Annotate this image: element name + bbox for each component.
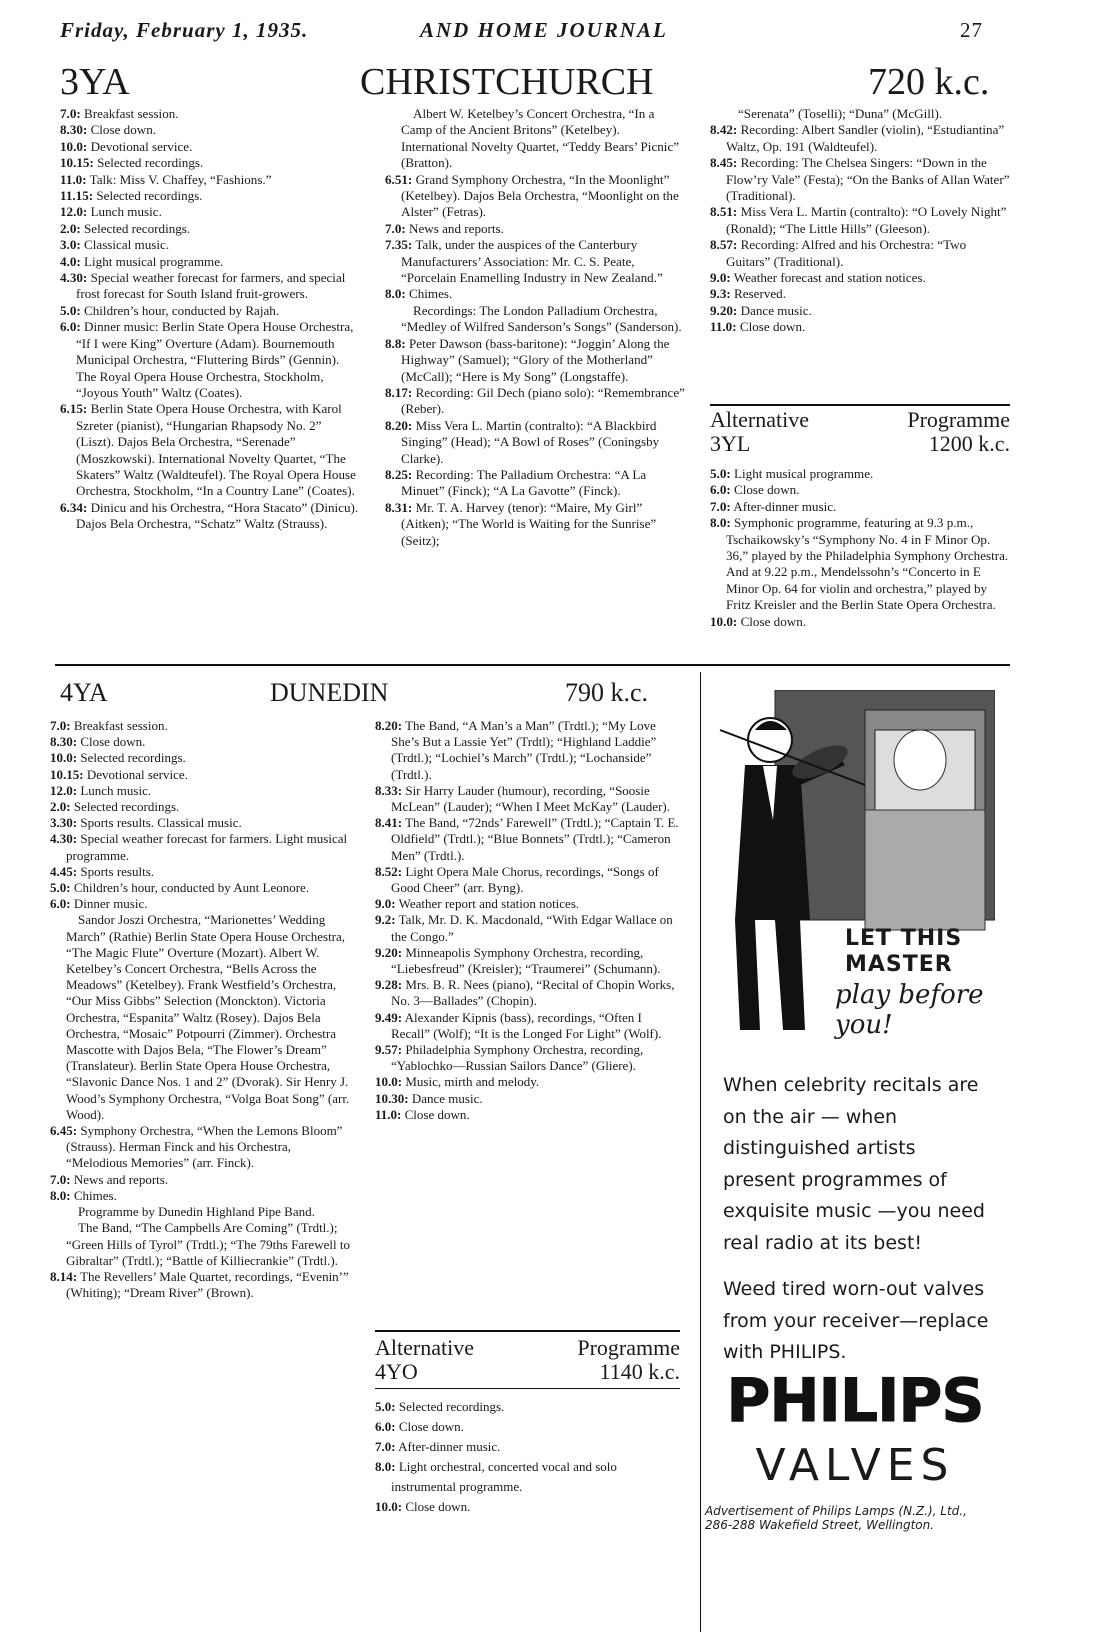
entry-text: Music, mirth and melody. bbox=[405, 1074, 540, 1090]
entry-text: Breakfast session. bbox=[84, 106, 179, 121]
entry-text: Albert W. Ketelbey’s Concert Orchestra, “In a Camp of the Ancient Britons” (Ketelbey). International Novelty Quartet, “Teddy Bears’ Picnic” (Bratton). bbox=[401, 106, 680, 171]
entry-time: 3.0: bbox=[60, 237, 81, 253]
entry-text: Light musical programme. bbox=[734, 466, 874, 481]
schedule-entry bbox=[710, 466, 1010, 482]
entry-time: 4.30: bbox=[50, 831, 78, 847]
entry-time: 8.0: bbox=[375, 1459, 396, 1474]
schedule-entry bbox=[50, 718, 350, 734]
entry-text: Selected recordings. bbox=[398, 1399, 505, 1414]
entry-time: 11.15: bbox=[60, 188, 94, 204]
entry-time: 10.0: bbox=[60, 138, 88, 154]
station-3ya-frequency: 720 k.c. bbox=[868, 61, 990, 103]
entry-text: Talk: Miss V. Chaffey, “Fashions.” bbox=[89, 171, 272, 187]
schedule-entry bbox=[50, 896, 350, 912]
schedule-entry bbox=[375, 815, 680, 864]
alt-programme: Programme bbox=[577, 1335, 680, 1360]
ad-product: VALVES bbox=[755, 1440, 955, 1491]
entry-time: 8.45: bbox=[710, 155, 738, 171]
schedule-entry bbox=[50, 1220, 350, 1269]
schedule-entry bbox=[60, 155, 360, 171]
entry-text: Sports results. bbox=[80, 863, 155, 879]
entry-time: 8.41: bbox=[375, 815, 403, 831]
entry-text: Recording: Albert Sandler (violin), “Estudiantina” Waltz, Op. 191 (Waldteufel). bbox=[726, 122, 1005, 154]
schedule-entry bbox=[385, 286, 685, 302]
ad-slogan-2: MASTER bbox=[845, 952, 953, 977]
entry-time: 4.45: bbox=[50, 863, 78, 879]
entry-time: 8.33: bbox=[375, 782, 403, 798]
ad-slogan-3: play before you! bbox=[835, 980, 984, 1040]
station-4ya-column-2 bbox=[375, 718, 680, 1123]
entry-time: 11.0: bbox=[375, 1106, 402, 1122]
alt-programme-3yl-heading bbox=[710, 408, 1010, 456]
entry-time: 8.20: bbox=[385, 417, 413, 433]
entry-time: 8.17: bbox=[385, 384, 413, 400]
entry-time: 10.0: bbox=[375, 1074, 403, 1090]
entry-time: 5.0: bbox=[375, 1399, 396, 1414]
schedule-entry bbox=[375, 1042, 680, 1074]
schedule-entry bbox=[50, 1172, 350, 1188]
entry-time: 8.30: bbox=[60, 122, 88, 138]
violinist-illustration bbox=[715, 690, 995, 1030]
entry-time: 9.20: bbox=[375, 944, 403, 960]
schedule-entry bbox=[710, 499, 1010, 515]
station-4ya-call: 4YA bbox=[60, 678, 108, 707]
station-3ya-column-2 bbox=[385, 106, 685, 549]
philips-logo: PHILIPS bbox=[726, 1366, 984, 1436]
divider bbox=[710, 404, 1010, 406]
entry-text: Talk, Mr. D. K. Macdonald, “With Edgar Wallace on the Congo.” bbox=[391, 912, 673, 944]
entry-text: Minneapolis Symphony Orchestra, recording, “Liebesfreud” (Kreisler); “Traumerei” (Schumann). bbox=[391, 944, 661, 977]
station-3ya-city: CHRISTCHURCH bbox=[360, 61, 654, 103]
schedule-entry bbox=[375, 896, 680, 912]
schedule-entry bbox=[710, 155, 1010, 204]
entry-text: Recordings: The London Palladium Orchestra, “Medley of Wilfred Sanderson’s Songs” (Sanderson). bbox=[401, 302, 682, 335]
entry-text: News and reports. bbox=[73, 1171, 169, 1187]
entry-text: The Band, “The Campbells Are Coming” (Trdtl.); “Green Hills of Tyrol” (Trdtl.); “The 79ths Farewell to Gibraltar” (Trdtl.); “Battle of Killiecrankie” (Trdtl.). bbox=[66, 1220, 350, 1268]
entry-text: Close down. bbox=[398, 1419, 464, 1434]
entry-text: Devotional service. bbox=[86, 766, 188, 782]
entry-time: 6.45: bbox=[50, 1123, 78, 1139]
schedule-entry bbox=[50, 864, 350, 880]
divider bbox=[375, 1388, 680, 1389]
schedule-entry bbox=[385, 336, 685, 385]
entry-time: 7.0: bbox=[60, 106, 81, 121]
schedule-entry bbox=[375, 718, 680, 783]
schedule-entry bbox=[710, 515, 1010, 613]
entry-text: Close down. bbox=[90, 122, 157, 138]
entry-time: 8.20: bbox=[375, 718, 403, 733]
schedule-entry bbox=[60, 122, 360, 138]
schedule-entry bbox=[710, 482, 1010, 498]
schedule-entry bbox=[375, 1107, 680, 1123]
philips-advertisement bbox=[705, 680, 1005, 1635]
entry-text: Dance music. bbox=[740, 302, 812, 318]
schedule-entry bbox=[60, 221, 360, 237]
schedule-entry bbox=[375, 783, 680, 815]
entry-time: 8.42: bbox=[710, 122, 738, 138]
schedule-entry bbox=[710, 106, 1010, 122]
schedule-entry bbox=[710, 303, 1010, 319]
entry-time: 10.15: bbox=[60, 155, 94, 171]
entry-text: Close down. bbox=[739, 319, 806, 335]
entry-text: Talk, under the auspices of the Canterbury Manufacturers’ Association: Mr. C. S. Peate, “Porcelain Enamelling Industry in New Zealand.” bbox=[401, 237, 663, 286]
entry-text: Weather report and station notices. bbox=[398, 896, 580, 912]
schedule-entry bbox=[710, 319, 1010, 335]
ad-body-1: When celebrity recitals are on the air — when distinguished artists present programmes of exquisite music —you need real radio at its best! bbox=[723, 1074, 985, 1254]
entry-text: Berlin State Opera House Orchestra, with Karol Szreter (pianist), “Hungarian Rhapsody No. 2” (Liszt). Dajos Bela Orchestra, “Serenade” (Moszkowski). International Novelty Quartet, “The Skaters” Waltz (Waldteufel). The Royal Opera House Orchestra, Stockholm, “In a Country Lane” (Coates). bbox=[76, 401, 356, 499]
entry-time: 10.30: bbox=[375, 1090, 409, 1106]
entry-time: 12.0: bbox=[60, 204, 88, 220]
entry-time: 10.0: bbox=[710, 613, 738, 629]
entry-time: 6.51: bbox=[385, 171, 413, 187]
entry-time: 6.0: bbox=[375, 1419, 396, 1434]
schedule-entry bbox=[385, 500, 685, 549]
entry-time: 9.49: bbox=[375, 1009, 403, 1025]
entry-text: Weather forecast and station notices. bbox=[733, 270, 926, 286]
schedule-entry bbox=[50, 1188, 350, 1204]
entry-time: 6.34: bbox=[60, 499, 88, 515]
entry-text: Mr. T. A. Harvey (tenor): “Maire, My Girl” (Aitken); “The World is Waiting for the Sunrise” (Seitz); bbox=[401, 499, 657, 548]
schedule-entry bbox=[50, 1269, 350, 1301]
schedule-entry bbox=[60, 401, 360, 499]
divider bbox=[375, 1330, 680, 1332]
alt-programme-4yo-list bbox=[375, 1397, 680, 1517]
entry-text: Peter Dawson (bass-baritone): “Joggin’ Along the Highway” (Samuel); “Glory of the Motherland” (McCall); “Here is My Song” (Longstaffe). bbox=[401, 335, 670, 384]
entry-text: Recording: Gil Dech (piano solo): “Remembrance” (Reber). bbox=[401, 384, 685, 417]
schedule-entry bbox=[710, 122, 1010, 155]
entry-time: 8.8: bbox=[385, 335, 406, 351]
ad-credit: Advertisement of Philips Lamps (N.Z.), Ltd., 286-288 Wakefield Street, Wellington. bbox=[705, 1504, 967, 1532]
entry-text: “Serenata” (Toselli); “Duna” (McGill). bbox=[738, 106, 943, 121]
alt-call: 4YO bbox=[375, 1359, 418, 1384]
entry-time: 9.20: bbox=[710, 302, 738, 318]
entry-text: Light Opera Male Chorus, recordings, “Songs of Good Cheer” (arr. Byng). bbox=[391, 863, 659, 896]
entry-text: Devotional service. bbox=[90, 138, 193, 154]
entry-text: After-dinner music. bbox=[733, 498, 837, 514]
entry-time: 7.35: bbox=[385, 237, 413, 253]
schedule-entry bbox=[60, 106, 360, 122]
schedule-entry bbox=[60, 237, 360, 253]
entry-time: 4.0: bbox=[60, 253, 81, 269]
entry-time: 5.0: bbox=[50, 880, 71, 896]
entry-time: 10.0: bbox=[375, 1499, 403, 1514]
entry-time: 7.0: bbox=[385, 220, 406, 236]
entry-text: Symphony Orchestra, “When the Lemons Bloom” (Strauss). Herman Finck and his Orchestra, “Melodious Memories” (arr. Finck). bbox=[66, 1123, 343, 1171]
entry-text: Close down. bbox=[80, 734, 146, 750]
section-divider bbox=[55, 664, 1010, 666]
entry-time: 10.0: bbox=[50, 750, 78, 766]
entry-time: 7.0: bbox=[50, 718, 71, 733]
schedule-entry bbox=[385, 303, 685, 336]
entry-text: Light orchestral, concerted vocal and solo instrumental programme. bbox=[391, 1459, 617, 1494]
alt-title: Alternative bbox=[710, 407, 809, 432]
entry-time: 4.30: bbox=[60, 270, 88, 286]
entry-time: 8.30: bbox=[50, 734, 78, 750]
entry-text: Miss Vera L. Martin (contralto): “O Lovely Night” (Ronald); “The Little Hills” (Gleeson). bbox=[726, 204, 1007, 236]
schedule-entry bbox=[60, 270, 360, 303]
entry-text: Special weather forecast for farmers, and special frost forecast for South Island fruit-growers. bbox=[76, 270, 346, 302]
station-3ya-call: 3YA bbox=[60, 61, 130, 103]
header-page-number: 27 bbox=[960, 18, 983, 42]
entry-time: 8.31: bbox=[385, 499, 413, 515]
entry-time: 9.2: bbox=[375, 912, 396, 928]
alt-call: 3YL bbox=[710, 431, 751, 456]
schedule-entry bbox=[385, 385, 685, 418]
schedule-entry bbox=[60, 188, 360, 204]
entry-time: 12.0: bbox=[50, 782, 78, 798]
entry-time: 6.0: bbox=[50, 896, 71, 912]
entry-time: 8.0: bbox=[385, 286, 406, 302]
alt-programme-4yo-heading bbox=[375, 1336, 680, 1384]
entry-text: Lunch music. bbox=[80, 782, 152, 798]
entry-text: Symphonic programme, featuring at 9.3 p.m., Tschaikowsky’s “Symphony No. 4 in F Minor Op. 36,” played by the Philadelphia Symphony Orchestra. And at 9.22 p.m., Mendelssohn’s “Concerto in E Minor Op. 64 for violin and orchestra,” played by Fritz Kreisler and the Berlin State Opera Orchestra. bbox=[726, 515, 1009, 613]
entry-text: Recording: The Palladium Orchestra: “A La Minuet” (Finck); “A La Gavotte” (Finck). bbox=[401, 466, 647, 499]
entry-text: Breakfast session. bbox=[73, 718, 168, 733]
schedule-entry bbox=[710, 270, 1010, 286]
entry-text: Grand Symphony Orchestra, “In the Moonlight” (Ketelbey). Dajos Bela Orchestra, “Moonlight on the Alster” (Fetras). bbox=[401, 171, 679, 220]
schedule-entry bbox=[50, 1123, 350, 1172]
entry-text: Close down. bbox=[740, 613, 807, 629]
entry-text: Sir Harry Lauder (humour), recording, “Soosie McLean” (Lauder); “When I Meet McKay” (Lauder). bbox=[391, 782, 670, 815]
entry-time: 2.0: bbox=[60, 220, 81, 236]
schedule-entry bbox=[385, 418, 685, 467]
entry-time: 11.0: bbox=[60, 171, 87, 187]
schedule-entry bbox=[375, 1074, 680, 1090]
schedule-entry bbox=[385, 221, 685, 237]
entry-text: News and reports. bbox=[409, 220, 504, 236]
entry-time: 8.51: bbox=[710, 204, 738, 220]
entry-time: 5.0: bbox=[710, 466, 731, 481]
entry-text: Selected recordings. bbox=[80, 750, 186, 766]
entry-text: Miss Vera L. Martin (contralto): “A Blackbird Singing” (Head); “A Bowl of Roses” (Coningsby Clarke). bbox=[401, 417, 660, 466]
entry-time: 6.15: bbox=[60, 401, 88, 417]
entry-text: Mrs. B. R. Nees (piano), “Recital of Chopin Works, No. 3—Ballades” (Chopin). bbox=[391, 977, 675, 1009]
schedule-entry bbox=[710, 237, 1010, 270]
schedule-entry bbox=[60, 319, 360, 401]
schedule-entry bbox=[710, 204, 1010, 237]
entry-text: Dance music. bbox=[411, 1090, 483, 1106]
station-4ya-frequency: 790 k.c. bbox=[565, 678, 649, 707]
entry-text: Dinicu and his Orchestra, “Hora Stacato” (Dinicu). Dajos Bela Orchestra, “Schatz” Waltz (Strauss). bbox=[76, 499, 359, 532]
station-3ya-column-3 bbox=[710, 106, 1010, 336]
schedule-entry bbox=[385, 237, 685, 286]
schedule-entry bbox=[60, 303, 360, 319]
entry-time: 9.0: bbox=[710, 270, 731, 286]
entry-text: Reserved. bbox=[734, 286, 787, 302]
schedule-entry bbox=[385, 106, 685, 172]
schedule-entry bbox=[50, 734, 350, 750]
entry-time: 8.57: bbox=[710, 237, 738, 253]
entry-time: 3.30: bbox=[50, 815, 78, 831]
entry-time: 8.25: bbox=[385, 466, 413, 482]
entry-text: Selected recordings. bbox=[84, 220, 191, 236]
alt-title: Alternative bbox=[375, 1335, 474, 1360]
entry-text: Chimes. bbox=[409, 286, 453, 302]
entry-time: 9.0: bbox=[375, 896, 396, 912]
entry-text: Dinner music: Berlin State Opera House Orchestra, “If I were King” Overture (Adam). Bournemouth Municipal Orchestra, “Fluttering Birds” (Gennin). The Royal Opera House Orchestra, Stockholm, “Joyous Youth” Waltz (Coates). bbox=[76, 319, 354, 400]
entry-text: Children’s hour, conducted by Aunt Leonore. bbox=[73, 880, 310, 896]
entry-time: 8.0: bbox=[50, 1187, 71, 1203]
schedule-entry bbox=[50, 767, 350, 783]
ad-body-2: Weed tired worn-out valves from your receiver—replace with PHILIPS. bbox=[723, 1278, 989, 1363]
ad-slogan-1: LET THIS bbox=[845, 926, 963, 951]
entry-time: 8.0: bbox=[710, 515, 731, 531]
schedule-entry bbox=[50, 880, 350, 896]
header-date: Friday, February 1, 1935. bbox=[60, 18, 309, 42]
entry-text: Selected recordings. bbox=[96, 188, 203, 204]
schedule-entry bbox=[60, 500, 360, 533]
entry-text: Lunch music. bbox=[90, 204, 162, 220]
entry-text: The Revellers’ Male Quartet, recordings, “Evenin’” (Whiting); “Dream River” (Brown). bbox=[66, 1268, 349, 1301]
schedule-entry bbox=[50, 912, 350, 1123]
header-journal: AND HOME JOURNAL bbox=[420, 18, 668, 42]
entry-text: Recording: The Chelsea Singers: “Down in the Flow’ry Vale” (Festa); “On the Banks of Allan Water” (Traditional). bbox=[726, 155, 1010, 204]
entry-text: The Band, “72nds’ Farewell” (Trdtl.); “Captain T. E. Oldfield” (Trdtl.); “Blue Bonnets” (Trdtl.); “Cameron Men” (Trdtl.). bbox=[391, 815, 679, 863]
entry-text: Recording: Alfred and his Orchestra: “Two Guitars” (Traditional). bbox=[726, 237, 967, 269]
entry-text: Alexander Kipnis (bass), recordings, “Often I Recall” (Wolf); “It is the Longed For Light” (Wolf). bbox=[391, 1009, 662, 1041]
entry-text: Chimes. bbox=[73, 1187, 117, 1203]
entry-text: Programme by Dunedin Highland Pipe Band. bbox=[78, 1204, 315, 1220]
schedule-entry bbox=[710, 614, 1010, 630]
station-4ya-column-1 bbox=[50, 718, 350, 1301]
entry-time: 7.0: bbox=[50, 1171, 71, 1187]
entry-time: 10.15: bbox=[50, 766, 84, 782]
schedule-entry bbox=[375, 1457, 680, 1497]
entry-text: Close down. bbox=[734, 482, 800, 498]
entry-text: Philadelphia Symphony Orchestra, recording, “Yablochko—Russian Sailors Dance” (Gliere). bbox=[391, 1042, 644, 1074]
entry-time: 7.0: bbox=[375, 1439, 396, 1454]
entry-text: After-dinner music. bbox=[398, 1439, 501, 1454]
entry-text: Light musical programme. bbox=[84, 253, 224, 269]
schedule-entry bbox=[710, 286, 1010, 302]
alt-programme-3yl-list bbox=[710, 466, 1010, 630]
entry-time: 8.52: bbox=[375, 863, 403, 879]
station-3ya-column-1 bbox=[60, 106, 360, 533]
schedule-entry bbox=[50, 815, 350, 831]
schedule-entry bbox=[385, 467, 685, 500]
schedule-entry bbox=[385, 172, 685, 221]
schedule-entry bbox=[375, 945, 680, 977]
schedule-entry bbox=[60, 139, 360, 155]
entry-text: Close down. bbox=[405, 1499, 471, 1514]
schedule-entry bbox=[375, 1437, 680, 1457]
schedule-entry bbox=[50, 750, 350, 766]
schedule-entry bbox=[375, 864, 680, 896]
alt-frequency: 1140 k.c. bbox=[599, 1359, 680, 1384]
alt-programme: Programme bbox=[907, 407, 1010, 432]
entry-text: Special weather forecast for farmers. Light musical programme. bbox=[66, 831, 348, 863]
entry-text: Close down. bbox=[404, 1106, 470, 1122]
station-4ya-city: DUNEDIN bbox=[270, 678, 389, 707]
schedule-entry bbox=[375, 1417, 680, 1437]
schedule-entry bbox=[375, 1497, 680, 1517]
entry-time: 2.0: bbox=[50, 799, 71, 815]
entry-text: Sandor Joszi Orchestra, “Marionettes’ Wedding March” (Rathie) Berlin State Opera House Orchestra, “The Magic Flute” Overture (Mozart). Albert W. Ketelbey’s Concert Orchestra, “Bells Across the Meadows” (Ketelbey). Frank Westfield’s Orchestra, “Our Miss Gibbs” Selection (Monckton). Victoria Orchestra, “Espanita” Waltz (Rosey). Dajos Bela Orchestra, “Mosaic” Potpourri (Zimmer). Orchestra Mascotte with Dajos Bela, “The Flower’s Dream” (Translateur). Berlin State Opera House Orchestra, “Slavonic Dance Nos. 1 and 2” (Dvorak). Sir Henry J. Wood’s Symphony Orchestra, “Volga Boat Song” (arr. Wood). bbox=[66, 912, 350, 1122]
entry-text: Children’s hour, conducted by Rajah. bbox=[84, 302, 280, 318]
entry-time: 8.14: bbox=[50, 1268, 78, 1284]
alt-frequency: 1200 k.c. bbox=[928, 431, 1010, 456]
entry-time: 6.0: bbox=[710, 482, 731, 498]
entry-time: 11.0: bbox=[710, 319, 737, 335]
schedule-entry bbox=[375, 1010, 680, 1042]
entry-text: Selected recordings. bbox=[73, 799, 180, 815]
schedule-entry bbox=[375, 912, 680, 944]
schedule-entry bbox=[375, 1397, 680, 1417]
entry-time: 9.28: bbox=[375, 977, 403, 993]
column-rule bbox=[700, 672, 701, 1632]
schedule-entry bbox=[50, 799, 350, 815]
schedule-entry bbox=[375, 1091, 680, 1107]
entry-text: The Band, “A Man’s a Man” (Trdtl.); “My Love She’s But a Lassie Yet” (Trdtl); “Highland Laddie” (Trdtl.); “Lochiel’s March” (Trdtl.); “Lochanside” (Trdtl.). bbox=[391, 718, 657, 782]
entry-time: 7.0: bbox=[710, 498, 731, 514]
entry-text: Selected recordings. bbox=[97, 155, 204, 171]
schedule-entry bbox=[60, 172, 360, 188]
schedule-entry bbox=[50, 783, 350, 799]
entry-text: Classical music. bbox=[84, 237, 170, 253]
entry-time: 5.0: bbox=[60, 302, 81, 318]
entry-time: 6.0: bbox=[60, 319, 81, 335]
entry-time: 9.3: bbox=[710, 286, 731, 302]
schedule-entry bbox=[60, 254, 360, 270]
entry-time: 9.57: bbox=[375, 1042, 403, 1058]
entry-text: Sports results. Classical music. bbox=[80, 815, 242, 831]
schedule-entry bbox=[50, 831, 350, 863]
schedule-entry bbox=[375, 977, 680, 1009]
schedule-entry bbox=[50, 1204, 350, 1220]
entry-text: Dinner music. bbox=[73, 896, 148, 912]
schedule-entry bbox=[60, 204, 360, 220]
